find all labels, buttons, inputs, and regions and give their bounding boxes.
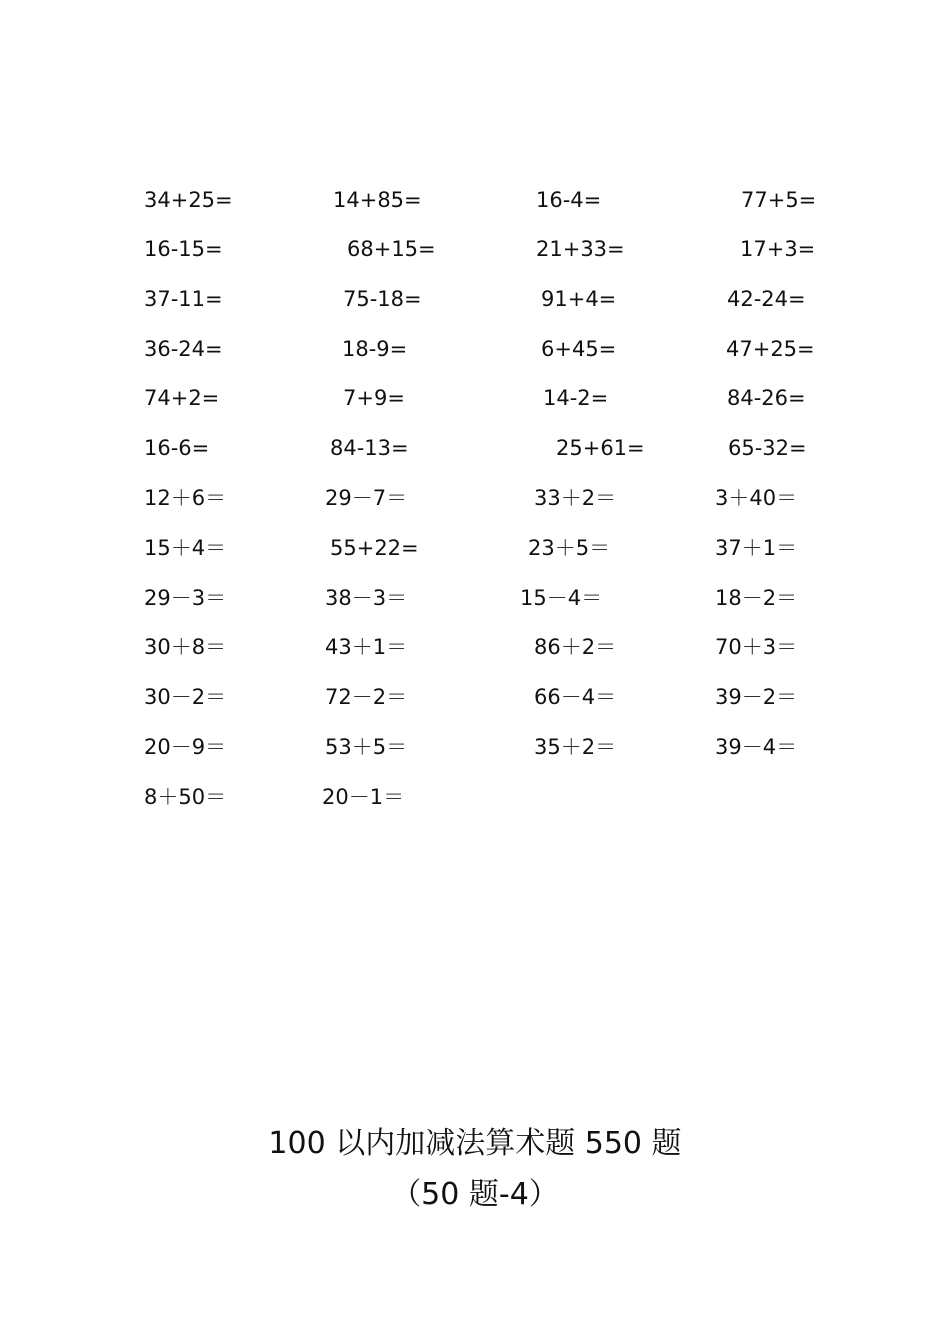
problem: 65-32= (728, 436, 807, 460)
problem: 6+45= (541, 337, 617, 361)
problem: 30－2＝ (144, 685, 227, 709)
problem: 77+5= (741, 188, 817, 212)
problem: 39－4＝ (715, 735, 798, 759)
problem: 37＋1＝ (715, 536, 798, 560)
problem: 25+61= (556, 436, 645, 460)
problem: 74+2= (144, 386, 220, 410)
problem: 29－7＝ (325, 486, 408, 510)
problem: 37-11= (144, 287, 223, 311)
problem: 18-9= (342, 337, 408, 361)
problem: 23＋5＝ (528, 536, 611, 560)
problem: 66－4＝ (534, 685, 617, 709)
problem: 21+33= (536, 237, 625, 261)
worksheet-subtitle: （50 题-4） (391, 1177, 559, 1212)
problem: 70＋3＝ (715, 635, 798, 659)
problem: 53＋5＝ (325, 735, 408, 759)
problem: 20－9＝ (144, 735, 227, 759)
problem: 91+4= (541, 287, 617, 311)
problem: 14+85= (333, 188, 422, 212)
problem: 16-4= (536, 188, 602, 212)
problem: 47+25= (726, 337, 815, 361)
problem: 16-6= (144, 436, 210, 460)
problem: 38－3＝ (325, 586, 408, 610)
problem: 84-26= (727, 386, 806, 410)
problem: 84-13= (330, 436, 409, 460)
problem: 86＋2＝ (534, 635, 617, 659)
problem: 18－2＝ (715, 586, 798, 610)
problem: 15＋4＝ (144, 536, 227, 560)
problem: 7+9= (343, 386, 405, 410)
problem: 29－3＝ (144, 586, 227, 610)
worksheet-title: 100 以内加减法算术题 550 题 (268, 1126, 682, 1161)
problem: 3＋40＝ (715, 486, 798, 510)
problem: 42-24= (727, 287, 806, 311)
problem: 20－1＝ (322, 785, 405, 809)
problem: 17+3= (740, 237, 816, 261)
problem: 55+22= (330, 536, 419, 560)
problem: 35＋2＝ (534, 735, 617, 759)
problem: 39－2＝ (715, 685, 798, 709)
problem: 30＋8＝ (144, 635, 227, 659)
problem: 36-24= (144, 337, 223, 361)
problem: 34+25= (144, 188, 233, 212)
problem: 72－2＝ (325, 685, 408, 709)
problem: 14-2= (543, 386, 609, 410)
problem: 68+15= (347, 237, 436, 261)
problem: 12＋6＝ (144, 486, 227, 510)
problem: 33＋2＝ (534, 486, 617, 510)
problem: 8＋50＝ (144, 785, 227, 809)
problem: 75-18= (343, 287, 422, 311)
problem: 43＋1＝ (325, 635, 408, 659)
problem: 15－4＝ (520, 586, 603, 610)
problem: 16-15= (144, 237, 223, 261)
